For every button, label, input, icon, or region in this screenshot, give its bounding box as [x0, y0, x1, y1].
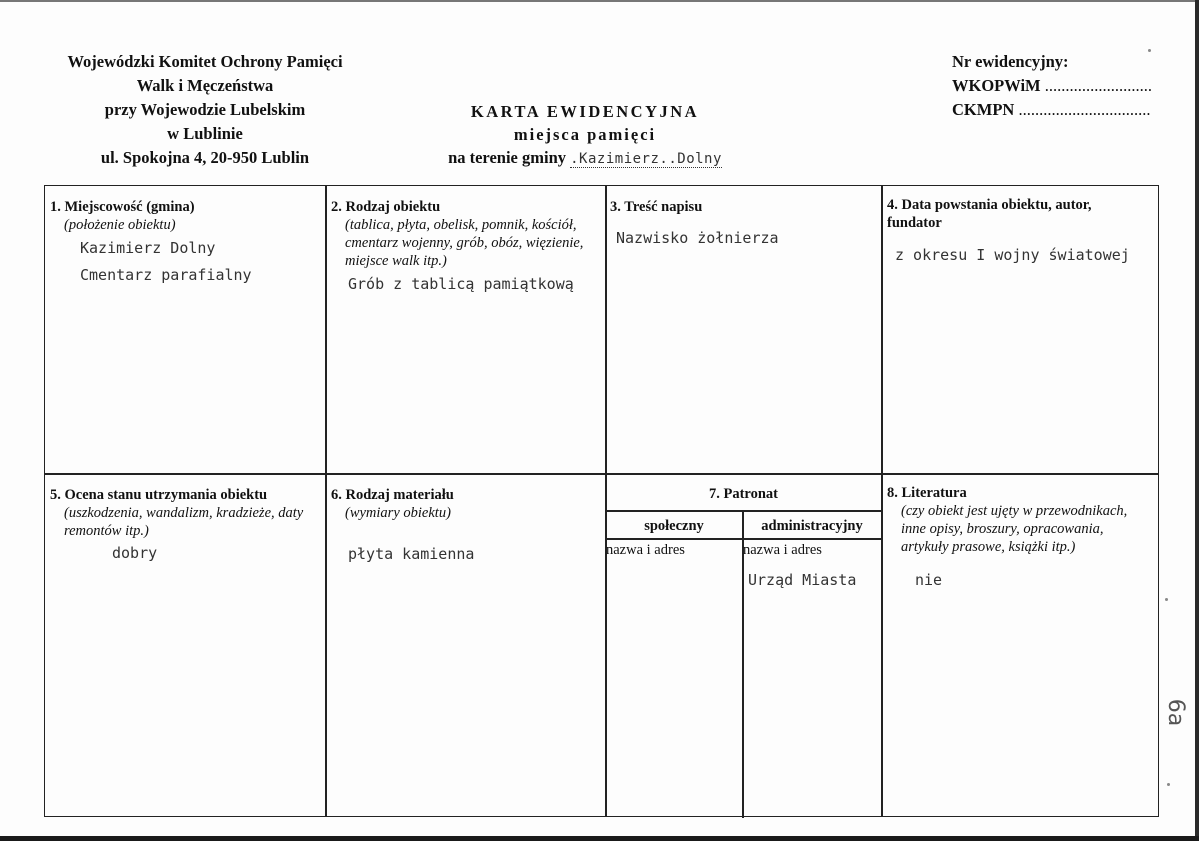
- patronage-admin-value: Urząd Miasta: [748, 571, 857, 589]
- field-literature-hint: (czy obiekt jest ujęty w przewodnikach, inne opisy, broszury, opracowania, artykuły prasowe, książki itp.): [901, 503, 1128, 555]
- field-locality-value-2: Cmentarz parafialny: [80, 266, 252, 284]
- field-origin-date-title: 4. Data powstania obiektu, autor, fundator: [887, 197, 1092, 231]
- issuer-line-2: Walk i Męczeństwa: [136, 76, 274, 95]
- field-inscription: [610, 198, 875, 216]
- field-object-type-value: Grób z tablicą pamiątkową: [348, 275, 574, 293]
- field-material-hint: (wymiary obiektu): [345, 505, 451, 521]
- issuer-line-1: Wojewódzki Komitet Ochrony Pamięci: [67, 52, 343, 71]
- patronage-social-hint: nazwa i adres: [606, 542, 685, 558]
- field-object-type-hint: (tablica, płyta, obelisk, pomnik, kościół, cmentarz wojenny, grób, obóz, więzienie, miejsce walk itp.): [345, 217, 584, 269]
- field-origin-date-value: z okresu I wojny światowej: [895, 246, 1130, 264]
- scan-edge-right: [1195, 0, 1199, 841]
- field-condition: [50, 486, 320, 540]
- ckmpn-line: [952, 98, 1172, 122]
- field-condition-title: 5. Ocena stanu utrzymania obiektu: [50, 487, 268, 503]
- record-form-grid: [44, 185, 1159, 817]
- scan-speck: [1148, 49, 1151, 52]
- margin-note: 6a: [1163, 698, 1189, 727]
- field-locality-value-1: Kazimierz Dolny: [80, 239, 216, 257]
- field-origin-date: [887, 196, 1147, 232]
- wkopwim-label: WKOPWiM: [952, 76, 1041, 95]
- field-material-title: 6. Rodzaj materiału: [331, 487, 454, 503]
- registry-number-block: [952, 50, 1172, 122]
- field-literature: [887, 484, 1152, 556]
- ckmpn-dots: ................................: [1018, 100, 1151, 119]
- field-literature-value: nie: [915, 571, 943, 589]
- patronat-divider: [606, 510, 881, 512]
- field-inscription-title: 3. Treść napisu: [610, 199, 703, 215]
- gmina-line: [420, 146, 750, 171]
- patronage-admin-hint: nazwa i adres: [743, 542, 822, 558]
- scan-speck: [1167, 783, 1170, 786]
- field-material-value: płyta kamienna: [348, 545, 475, 563]
- issuer-line-3: przy Wojewodzie Lubelskim: [104, 100, 306, 119]
- issuer-block: [40, 50, 370, 170]
- issuer-line-4: w Lublinie: [167, 124, 243, 143]
- patronage-admin-header: administracyjny: [761, 518, 863, 534]
- card-subtitle: miejsca pamięci: [513, 125, 657, 144]
- issuer-address: ul. Spokojna 4, 20-950 Lublin: [100, 148, 310, 167]
- field-locality-hint: (położenie obiektu): [64, 217, 176, 233]
- patronage-social-header: społeczny: [644, 518, 704, 534]
- field-condition-value: dobry: [112, 544, 158, 562]
- grid-divider: [325, 186, 327, 816]
- wkopwim-dots: ..........................: [1044, 76, 1152, 95]
- wkopwim-line: [952, 74, 1172, 98]
- card-title: KARTA EWIDENCYJNA: [470, 102, 700, 121]
- field-locality-title: 1. Miejscowość (gmina): [50, 199, 195, 215]
- gmina-label: na terenie gminy: [448, 148, 566, 167]
- patronage-social: [606, 517, 742, 535]
- field-literature-title: 8. Literatura: [887, 485, 967, 501]
- field-locality: [50, 198, 320, 234]
- field-condition-hint: (uszkodzenia, wandalizm, kradzieże, daty remontów itp.): [64, 505, 304, 539]
- scan-speck: [1165, 598, 1168, 601]
- registry-label: Nr ewidencyjny:: [952, 52, 1069, 71]
- field-patronage-title: 7. Patronat: [708, 486, 778, 502]
- field-inscription-value: Nazwisko żołnierza: [616, 229, 779, 247]
- scan-edge-bottom: [0, 836, 1199, 841]
- card-title-block: [420, 100, 750, 171]
- gmina-value: .Kazimierz..Dolny: [570, 151, 722, 167]
- grid-divider: [45, 473, 1158, 475]
- field-patronage: [606, 485, 881, 503]
- patronat-divider: [606, 538, 881, 540]
- ckmpn-label: CKMPN: [952, 100, 1015, 119]
- field-object-type: [331, 198, 601, 270]
- grid-divider: [881, 186, 883, 816]
- scan-edge-top: [0, 0, 1199, 2]
- field-material: [331, 486, 601, 522]
- field-object-type-title: 2. Rodzaj obiektu: [331, 199, 441, 215]
- patronage-admin: [743, 517, 881, 535]
